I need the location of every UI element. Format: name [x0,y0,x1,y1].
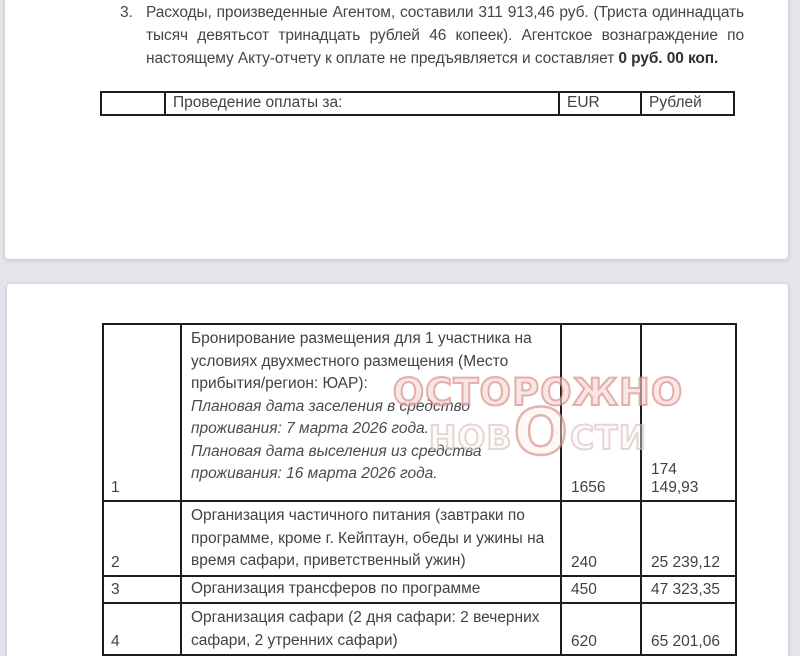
service-description: Организация сафари (2 дня сафари: 2 вечерних сафари, 2 утренних сафари) [181,603,561,655]
service-checkout-date: Плановая дата выселения из средства проживания: 16 марта 2026 года. [191,442,482,482]
table-row [103,501,736,576]
rub-amount: 174 149,93 [641,324,736,501]
eur-amount: 620 [561,603,641,655]
document-page-1 [5,0,788,259]
table-row [103,603,736,655]
paragraph-text-bold: 0 руб. 00 коп. [618,50,719,68]
eur-amount: 1656 [561,324,641,501]
service-description: Организация частичного питания (завтраки по программе, кроме г. Кейптаун, обеды и ужины на время сафари, приветственный ужин) [181,501,561,576]
services-table [102,323,737,656]
rub-amount: 25 239,12 [641,501,736,576]
rub-amount: 47 323,35 [641,576,736,604]
service-description-regular: Бронирование размещения для 1 участника на условиях двухместного размещения (Место прибытия/регион: ЮАР): [191,330,532,392]
table-row [101,92,734,115]
payment-eur-header: EUR [559,92,641,115]
row-number: 3 [103,576,181,604]
row-number: 2 [103,501,181,576]
expenses-paragraph [120,1,744,71]
watermark-line2-left: НОВ [428,418,513,457]
service-description: Организация трансферов по программе [181,576,561,604]
rub-amount: 65 201,06 [641,603,736,655]
document-page-2 [7,284,788,656]
paragraph-text [146,1,744,71]
payment-title-cell: Проведение оплаты за: [165,92,559,115]
watermark-line1: ОСТОРОЖНО [392,371,684,414]
paragraph-number: 3. [120,4,133,21]
table-row [103,576,736,604]
payment-header-table [100,91,735,116]
eur-amount: 240 [561,501,641,576]
payment-empty-cell [101,92,165,115]
watermark-big-o: О [513,396,569,470]
payment-rub-header: Рублей [641,92,734,115]
eur-amount: 450 [561,576,641,604]
watermark-line2-right: СТИ [569,418,648,457]
table-row [103,324,736,501]
row-number: 4 [103,603,181,655]
row-number: 1 [103,324,181,501]
service-checkin-date: Плановая дата заселения в средство проживания: 7 марта 2026 года. [191,397,470,437]
paragraph-text-regular: Расходы, произведенные Агентом, составили 311 913,46 руб. (Триста одиннадцать тысяч девятьсот тринадцать рублей 46 копеек). Агентское вознаграждение по настоящему Акту-отчету к оплате не предъявляется и составляет [146,4,744,68]
service-description [181,324,561,501]
